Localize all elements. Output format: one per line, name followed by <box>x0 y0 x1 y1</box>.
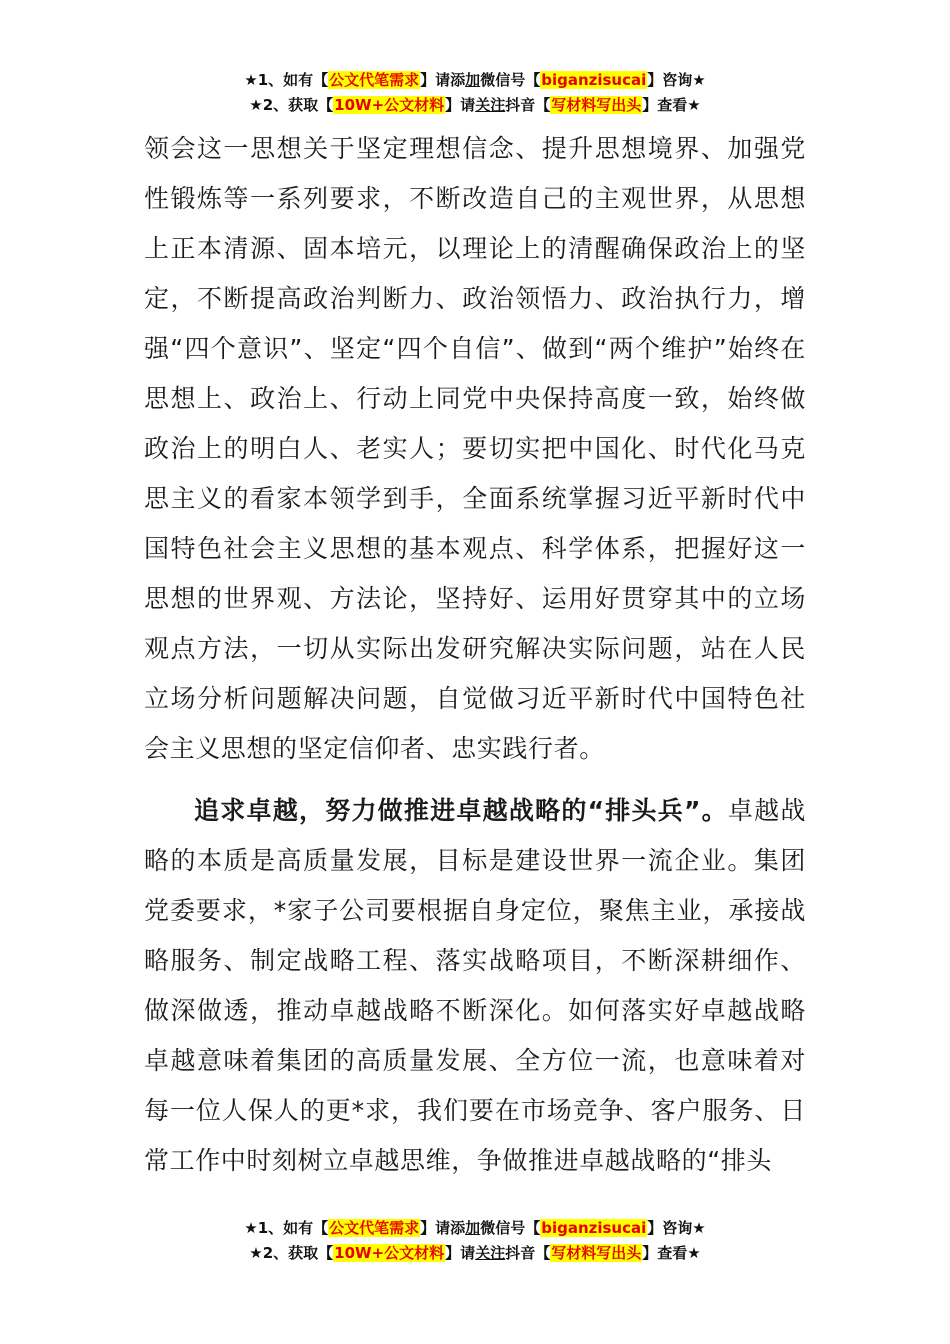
paragraph-text: 卓越战略的本质是高质量发展，目标是建设世界一流企业。集团党委要求，*家子公司要根据自身定位，聚焦主业，承接战略服务、制定战略工程、落实战略项目，不断深耕细作、做深做透，推动卓越战略不断深化。如何落实好卓越战略卓越意味着集团的高质量发展、全方位一流，也意味着对每一位人保人的更*求，我们要在市场竞争、客户服务、日常工作中时刻树立卓越思维，争做推进卓越战略的“排头 <box>144 796 806 1175</box>
highlight-wechat-id: biganzisucai <box>541 1219 647 1237</box>
highlight-douyin: 写材料写出头 <box>551 96 642 114</box>
banner-text: 微信号【 <box>480 1219 541 1237</box>
star-icon: ★ <box>687 1244 701 1262</box>
banner-text: 抖音【 <box>505 1244 551 1262</box>
highlight-service: 公文代笔需求 <box>329 1219 420 1237</box>
banner-underlined-text: 关注 <box>475 1244 506 1262</box>
banner-text: 】咨询 <box>647 71 693 89</box>
star-icon: ★ <box>244 1219 258 1237</box>
banner-underlined-text: 加 <box>465 71 481 89</box>
banner-text: 】请添 <box>420 1219 466 1237</box>
star-icon: ★ <box>692 71 706 89</box>
banner-line-2 <box>0 1241 950 1266</box>
banner-text: 】请添 <box>420 71 466 89</box>
banner-text: 1、如有【 <box>257 71 329 89</box>
paragraph-heading: 追求卓越，努力做推进卓越战略的“排头兵”。 <box>194 796 728 825</box>
banner-text: 2、获取【 <box>262 96 334 114</box>
highlight-materials: 10W+公文材料 <box>334 1244 445 1262</box>
document-body <box>144 124 806 1186</box>
banner-underlined-text: 关注 <box>475 96 506 114</box>
banner-text: 1、如有【 <box>257 1219 329 1237</box>
banner-text: 】查看 <box>642 96 688 114</box>
star-icon: ★ <box>692 1219 706 1237</box>
star-icon: ★ <box>687 96 701 114</box>
highlight-service: 公文代笔需求 <box>329 71 420 89</box>
banner-text: 微信号【 <box>480 71 541 89</box>
banner-line-2 <box>0 93 950 118</box>
banner-text: 】查看 <box>642 1244 688 1262</box>
banner-text: 抖音【 <box>505 96 551 114</box>
star-icon: ★ <box>249 1244 263 1262</box>
banner-line-1 <box>0 68 950 93</box>
banner-underlined-text: 加 <box>465 1219 481 1237</box>
highlight-materials: 10W+公文材料 <box>334 96 445 114</box>
star-icon: ★ <box>249 96 263 114</box>
body-paragraph-2 <box>144 786 806 1186</box>
highlight-wechat-id: biganzisucai <box>541 71 647 89</box>
body-paragraph-1: 领会这一思想关于坚定理想信念、提升思想境界、加强党性锻炼等一系列要求，不断改造自己的主观世界，从思想上正本清源、固本培元，以理论上的清醒确保政治上的坚定，不断提高政治判断力、政治领悟力、政治执行力，增强“四个意识”、坚定“四个自信”、做到“两个维护”始终在思想上、政治上、行动上同党中央保持高度一致，始终做政治上的明白人、老实人；要切实把中国化、时代化马克思主义的看家本领学到手，全面系统掌握习近平新时代中国特色社会主义思想的基本观点、科学体系，把握好这一思想的世界观、方法论，坚持好、运用好贯穿其中的立场观点方法，一切从实际出发研究解决实际问题，站在人民立场分析问题解决问题，自觉做习近平新时代中国特色社会主义思想的坚定信仰者、忠实践行者。 <box>144 134 806 763</box>
header-banner <box>0 68 950 118</box>
banner-text: 】请 <box>445 1244 476 1262</box>
banner-text: 】请 <box>445 96 476 114</box>
highlight-douyin: 写材料写出头 <box>551 1244 642 1262</box>
banner-text: 2、获取【 <box>262 1244 334 1262</box>
footer-banner <box>0 1216 950 1266</box>
banner-line-1 <box>0 1216 950 1241</box>
banner-text: 】咨询 <box>647 1219 693 1237</box>
star-icon: ★ <box>244 71 258 89</box>
